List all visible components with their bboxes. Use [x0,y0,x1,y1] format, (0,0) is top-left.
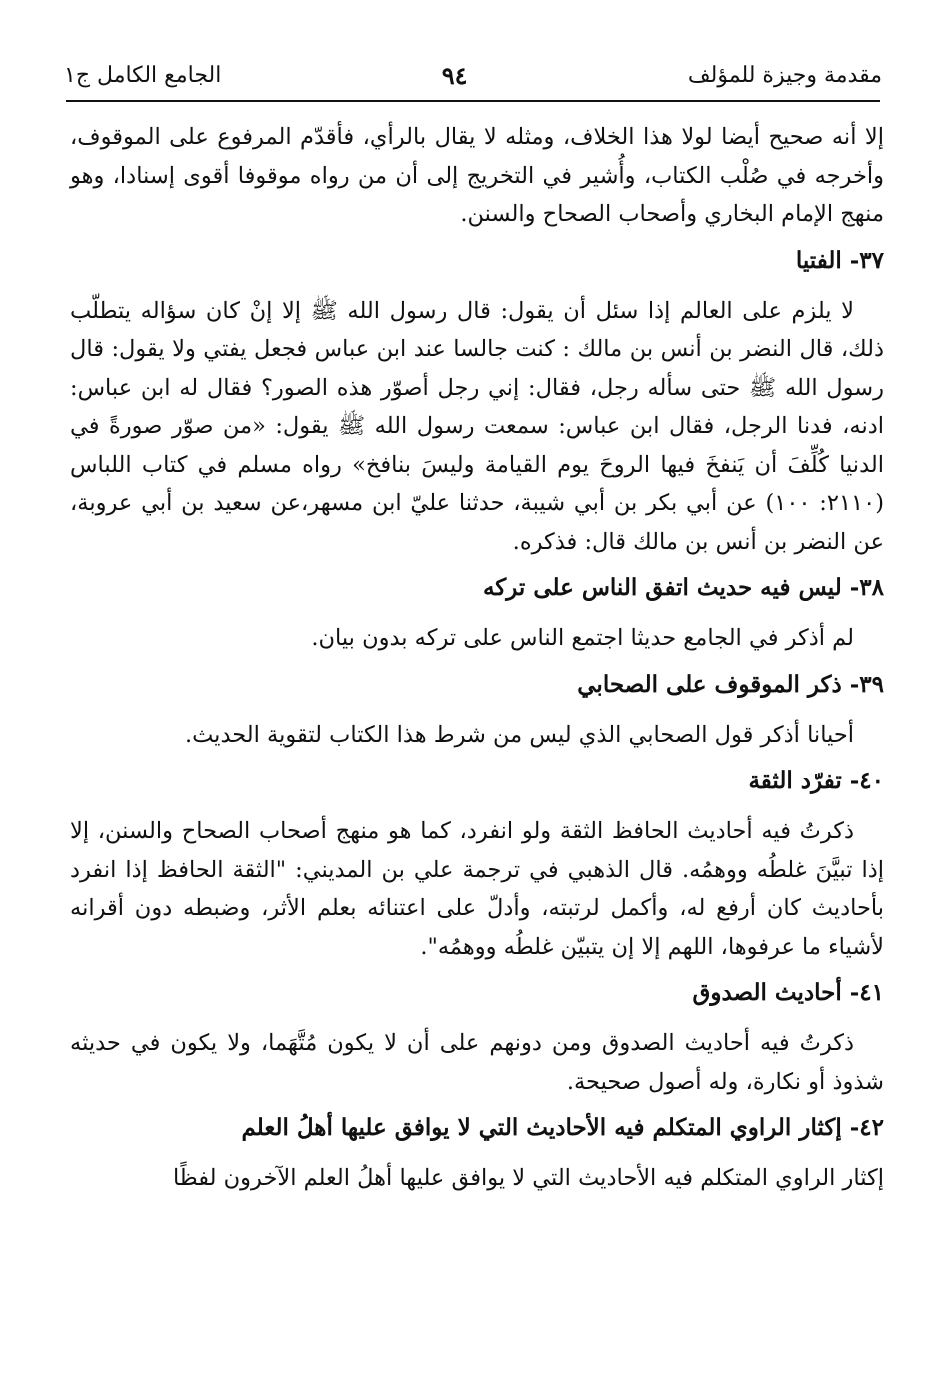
page-body [70,118,884,1198]
section-number: ٣٨- [849,574,884,601]
section-body-42: إكثار الراوي المتكلم فيه الأحاديث التي لا يوافق عليها أهلُ العلم الآخرون لفظًا [172,1165,884,1191]
section-heading-41 [70,974,884,1012]
chapter-title: مقدمة وجيزة للمؤلف [687,62,882,88]
section-number: ٤٢- [849,1114,884,1141]
header-divider [66,100,880,102]
section-number: ٤٠- [849,767,884,794]
section-heading-37 [70,242,884,280]
section-number: ٣٩- [849,670,884,698]
section-title: تفرّد الثقة [748,767,842,794]
section-title: إكثار الراوي المتكلم فيه الأحاديث التي لا يوافق عليها أهلُ العلم [241,1114,842,1141]
section-heading-38 [70,569,884,607]
section-heading-40 [70,762,884,800]
section-heading-39 [70,666,884,704]
page-number: ٩٤ [441,60,468,90]
section-body-41: ذكرتُ فيه أحاديث الصدوق ومن دونهم على أن لا يكون مُتَّهَما، ولا يكون في حديثه شذوذ أو نكارة، وله أصول صحيحة. [70,1030,884,1095]
section-body-39: أحيانا أذكر قول الصحابي الذي ليس من شرط هذا الكتاب لتقوية الحديث. [184,721,854,748]
section-heading-42 [70,1109,884,1147]
running-header [64,58,882,92]
section-body-38: لم أذكر في الجامع حديثا اجتمع الناس على تركه بدون بيان. [311,625,854,651]
book-title: الجامع الكامل ج١ [64,62,222,88]
section-title: أحاديث الصدوق [692,979,842,1006]
section-title: الفتيا [795,246,842,274]
section-title: ذكر الموقوف على الصحابي [577,670,842,698]
section-body-40: ذكرتُ فيه أحاديث الحافظ الثقة ولو انفرد، كما هو منهج أصحاب الصحاح والسنن، إلا إذا تبيَّنَ غلطُه ووهمُه. قال الذهبي في ترجمة علي بن المديني: "الثقة الحافظ إذا انفرد بأحاديث كان أرفع له، وأكمل لرتبته، وأدلّ على اعتنائه بعلم الأثر، وضبطه دون أقرانه لأشياء ما عرفوها، اللهم إلا إن يتبيّن غلطُه ووهمُه". [70,818,884,960]
section-number: ٤١- [849,979,884,1006]
section-title: ليس فيه حديث اتفق الناس على تركه [482,574,842,601]
intro-paragraph: إلا أنه صحيح أيضا لولا هذا الخلاف، ومثله لا يقال بالرأي، فأقدّم المرفوع على الموقوف، وأخرجه في صُلْب الكتاب، وأُشير في التخريج إلى أن من رواه موقوفا أقوى إسنادا، وهو منهج الإمام البخاري وأصحاب الصحاح والسنن. [70,124,884,227]
section-number: ٣٧- [849,246,884,274]
section-body-37: لا يلزم على العالم إذا سئل أن يقول: قال رسول الله ﷺ إلا إنْ كان سؤاله يتطلّب ذلك، قال النضر بن أنس بن مالك : كنت جالسا عند ابن عباس فجعل يفتي ولا يقول: قال رسول الله ﷺ حتى سأله رجل، فقال: إني رجل أصوّر هذه الصور؟ فقال له ابن عباس: ادنه، فدنا الرجل، فقال ابن عباس: سمعت رسول الله ﷺ يقول: «من صوّر صورةً في الدنيا كُلِّفَ أن يَنفخَ فيها الروحَ يوم القيامة وليسَ بنافخ» رواه مسلم في كتاب اللباس (٢١١٠: ١٠٠) عن أبي بكر بن أبي شيبة، حدثنا عليّ ابن مسهر،عن سعيد بن أبي عروبة، عن النضر بن أنس بن مالك قال: فذكره. [70,297,885,555]
